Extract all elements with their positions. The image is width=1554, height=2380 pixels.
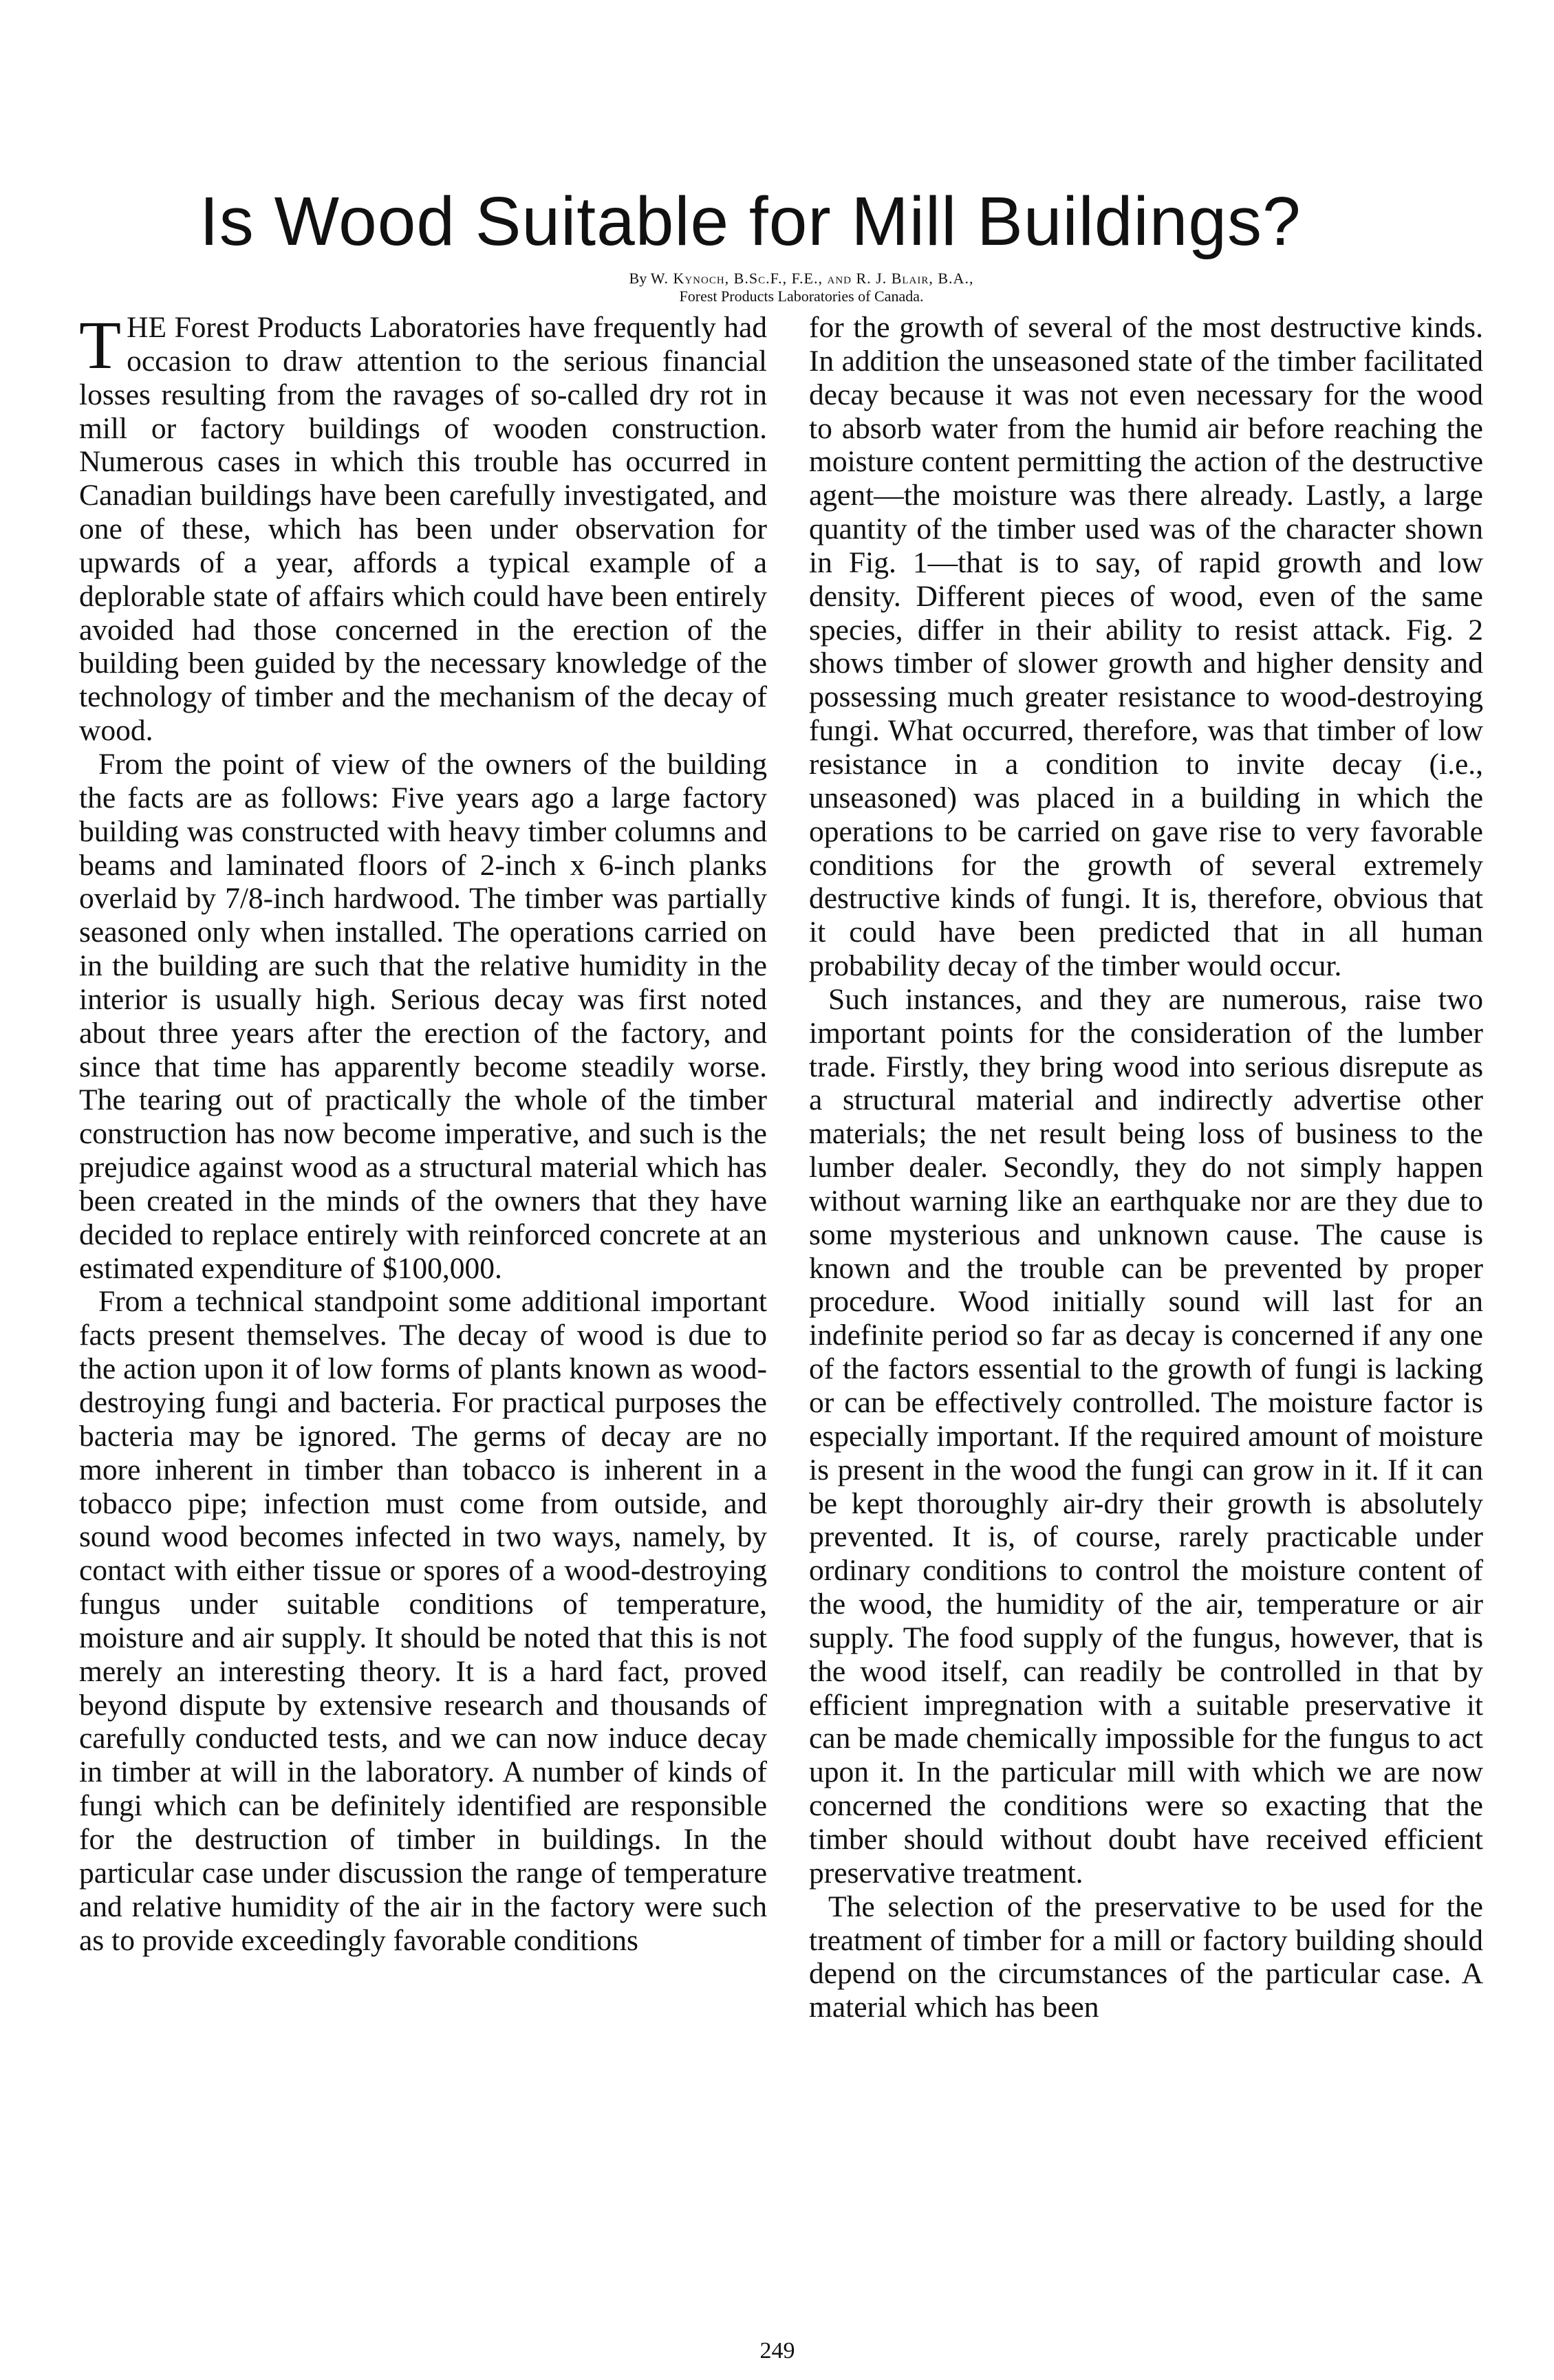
article-title: Is Wood Suitable for Mill Buildings? — [199, 183, 1302, 260]
byline-affiliation: Forest Products Laboratories of Canada. — [679, 288, 924, 305]
paragraph-3: From a technical standpoint some additional important facts present themselves. The decay of wood is due to the action upon it of low forms of plants known as wood-destroying fungi and bacteria. For practical purposes the bacteria may be ignored. The germs of decay are no more inherent in timber than tobacco is inherent in a tobacco pipe; infection must come from outside, and sound wood becomes infected in two ways, namely, by contact with either tissue or spores of a wood-destroying fungus under suitable conditions of temperature, moisture and air supply. It should be noted that this is not merely an interesting theory. It is a hard fact, proved beyond dispute by extensive research and thousands of carefully conducted tests, and we can now induce decay in timber at will in the laboratory. A number of kinds of fungi which can be definitely identified are responsible for the destruction of timber in buildings. In the particular case under discussion the range of temperature and relative humidity of the air in the factory were such as to provide exceedingly favorable conditions — [79, 1285, 767, 1957]
drop-cap: T — [79, 307, 122, 383]
byline — [413, 270, 1190, 305]
paragraph-2: From the point of view of the owners of the building the facts are as follows: Five years ago a large factory building was constructed with heavy timber columns and beams and laminated floors of 2-inch x 6-inch planks overlaid by 7/8-inch hardwood. The timber was partially seasoned only when installed. The operations carried on in the building are such that the relative humidity in the interior is usually high. Serious decay was first noted about three years after the erection of the factory, and since that time has apparently become steadily worse. The tearing out of practically the whole of the timber construction has now become imperative, and such is the prejudice against wood as a structural material which has been created in the minds of the owners that they have decided to replace entirely with reinforced concrete at an estimated expenditure of $100,000. — [79, 747, 767, 1285]
byline-authors: W. Kynoch, B.Sc.F., F.E., and R. J. Blair, B.A., — [650, 270, 974, 287]
left-column — [79, 307, 767, 1957]
paragraph-4-continued: for the growth of several of the most destructive kinds. In addition the unseasoned state of the timber facilitated decay because it was not even necessary for the wood to absorb water from the humid air before reaching the moisture content permitting the action of the destructive agent—the moisture was there already. Lastly, a large quantity of the timber used was of the character shown in Fig. 1—that is to say, of rapid growth and low density. Different pieces of wood, even of the same species, differ in their ability to resist attack. Fig. 2 shows timber of slower growth and higher density and possessing much greater resistance to wood-destroying fungi. What occurred, therefore, was that timber of low resistance in a condition to invite decay (i.e., unseasoned) was placed in a building in which the operations to be carried on gave rise to very favorable conditions for the growth of several extremely destructive kinds of fungi. It is, therefore, obvious that it could have been predicted that in all human probability decay of the timber would occur. — [809, 311, 1483, 983]
paragraph-5: Such instances, and they are numerous, raise two important points for the consideration of the lumber trade. Firstly, they bring wood into serious disrepute as a structural material and indirectly advertise other materials; the net result being loss of business to the lumber dealer. Secondly, they do not simply happen without warning like an earthquake nor are they due to some mysterious and unknown cause. The cause is known and the trouble can be prevented by proper procedure. Wood initially sound will last for an indefinite period so far as decay is concerned if any one of the factors essential to the growth of fungi is lacking or can be effectively controlled. The moisture factor is especially important. If the required amount of moisture is present in the wood the fungi can grow in it. If it can be kept thoroughly air-dry their growth is absolutely prevented. It is, of course, rarely practicable under ordinary conditions to control the moisture content of the wood, the humidity of the air, temperature or air supply. The food supply of the fungus, however, that is the wood itself, can readily be controlled in that by efficient impregnation with a suitable preservative it can be made chemically impossible for the fungus to act upon it. In the particular mill with which we are now concerned the conditions were so exacting that the timber should without doubt have received efficient preservative treatment. — [809, 982, 1483, 1890]
paragraph-1 — [79, 307, 767, 748]
paragraph-1-body: Forest Products Laboratories have frequently had occasion to draw attention to the serious financial losses resulting from the ravages of so-called dry rot in mill or factory buildings of wooden construction. Numerous cases in which this trouble has occurred in Canadian buildings have been carefully investigated, and one of these, which has been under observation for upwards of a year, affords a typical example of a deplorable state of affairs which could have been entirely avoided had those concerned in the erection of the building been guided by the necessary knowledge of the technology of timber and the mechanism of the decay of wood. — [79, 311, 767, 748]
page-number: 249 — [759, 2338, 795, 2363]
paragraph-1-opening: HE — [127, 311, 167, 344]
byline-prefix: By — [629, 270, 647, 287]
paragraph-6: The selection of the preservative to be used for the treatment of timber for a mill or factory building should depend on the circumstances of the particular case. A material which has been — [809, 1890, 1483, 2024]
right-column — [809, 311, 1483, 2024]
